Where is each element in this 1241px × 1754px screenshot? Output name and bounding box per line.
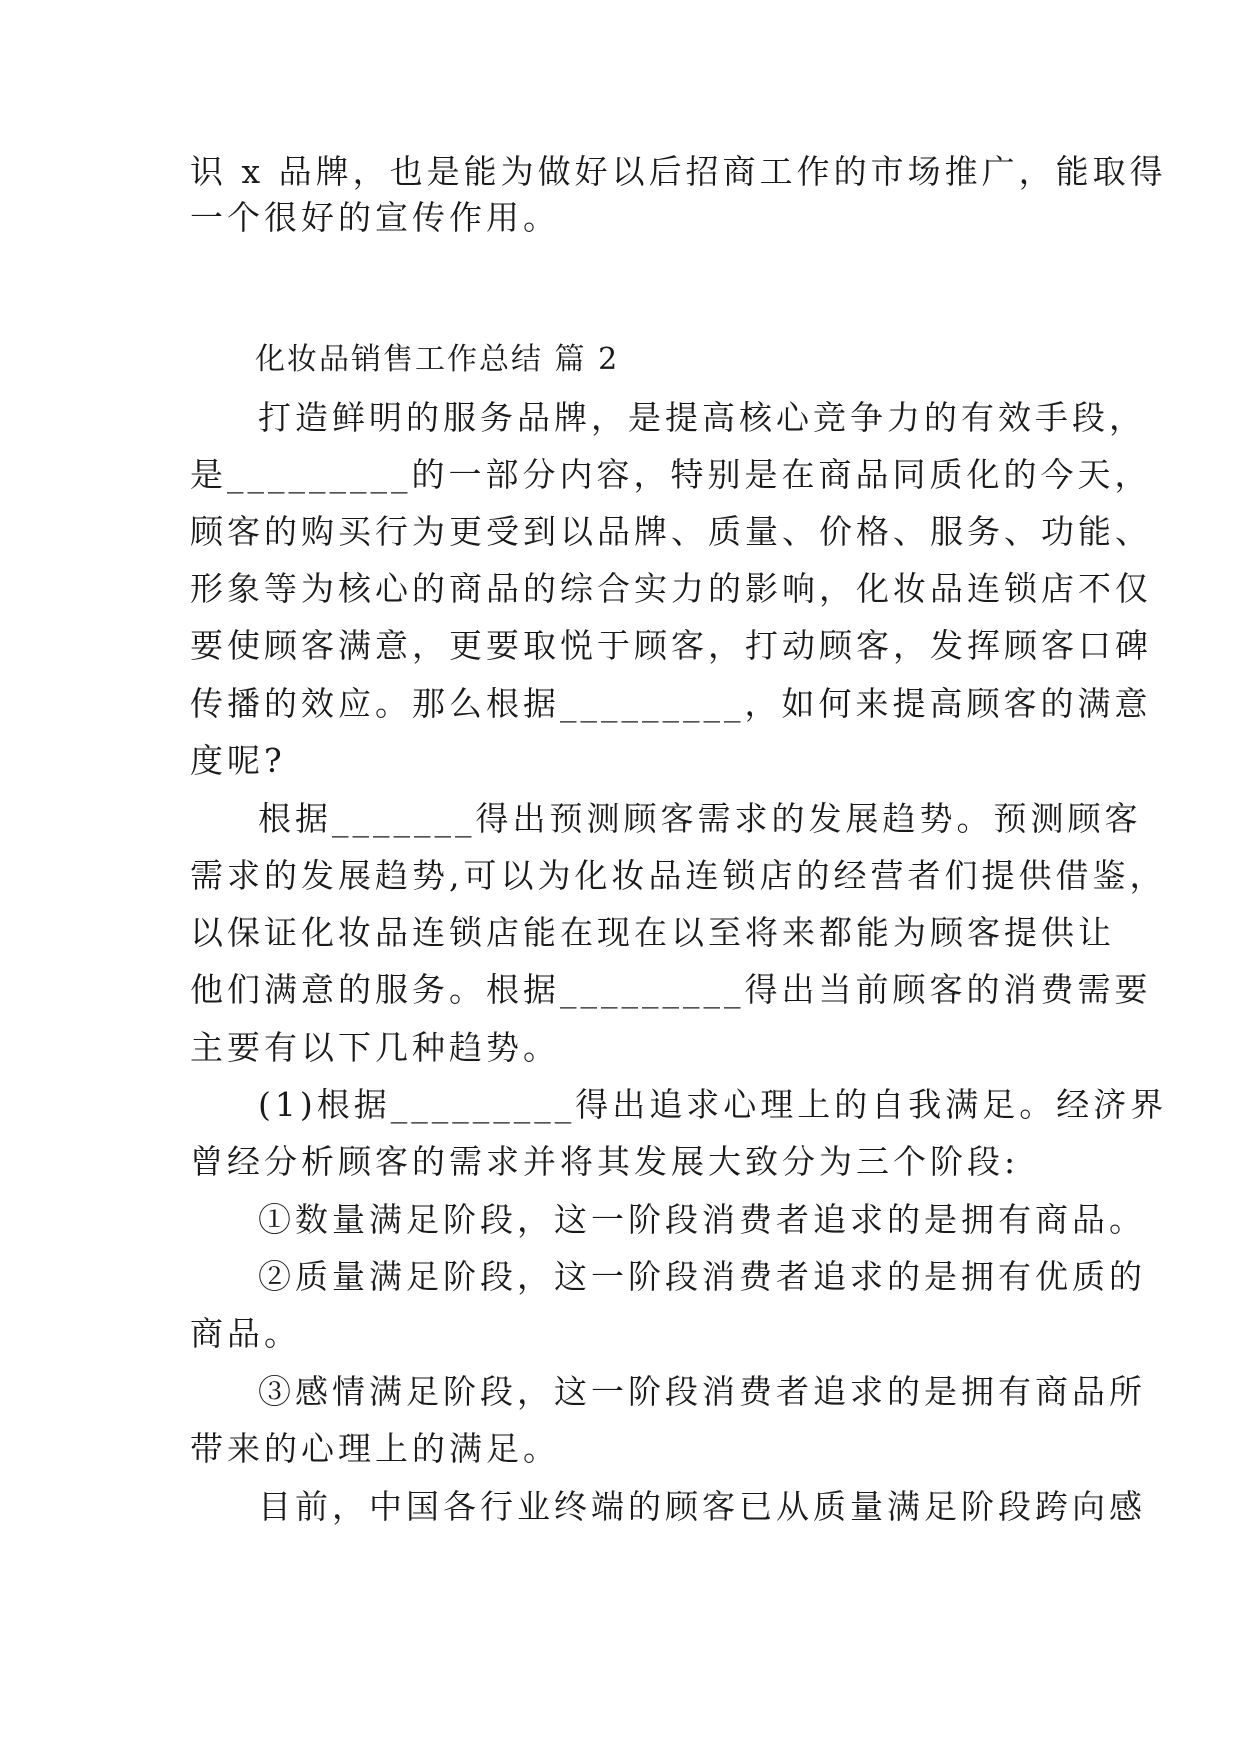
- paragraph-line: 带来的心理上的满足。: [190, 1429, 560, 1468]
- paragraph-line: 是_________的一部分内容，特别是在商品同质化的今天，: [190, 455, 1152, 494]
- paragraph-line: 需求的发展趋势,可以为化妆品连锁店的经营者们提供借鉴，: [190, 856, 1167, 895]
- paragraph-line: 一个很好的宣传作用。: [190, 198, 560, 237]
- paragraph-line: 传播的效应。那么根据_________，如何来提高顾客的满意: [190, 684, 1152, 723]
- section-heading: 化妆品销售工作总结 篇 2: [255, 342, 620, 377]
- list-item: ①数量满足阶段，这一阶段消费者追求的是拥有商品。: [258, 1200, 1146, 1239]
- paragraph-line: 曾经分析顾客的需求并将其发展大致分为三个阶段:: [190, 1142, 1020, 1181]
- paragraph-line: (1)根据_________得出追求心理上的自我满足。经济界: [258, 1085, 1168, 1124]
- paragraph-line: 商品。: [190, 1314, 301, 1353]
- paragraph-line: 度呢?: [190, 741, 286, 780]
- paragraph-line: 以保证化妆品连锁店能在现在以至将来都能为顾客提供让: [190, 913, 1115, 952]
- paragraph-line: 根据_______得出预测顾客需求的发展趋势。预测顾客: [258, 799, 1142, 838]
- paragraph-line: 识 x 品牌，也是能为做好以后招商工作的市场推广，能取得: [190, 152, 1167, 191]
- paragraph-line: 主要有以下几种趋势。: [190, 1028, 560, 1067]
- list-item: ③感情满足阶段，这一阶段消费者追求的是拥有商品所: [258, 1372, 1146, 1411]
- list-item: ②质量满足阶段，这一阶段消费者追求的是拥有优质的: [258, 1257, 1146, 1296]
- paragraph-line: 顾客的购买行为更受到以品牌、质量、价格、服务、功能、: [190, 512, 1152, 551]
- paragraph-line: 打造鲜明的服务品牌，是提高核心竞争力的有效手段，: [258, 398, 1146, 437]
- paragraph-line: 要使顾客满意，更要取悦于顾客，打动顾客，发挥顾客口碑: [190, 626, 1152, 665]
- paragraph-line: 目前，中国各行业终端的顾客已从质量满足阶段跨向感: [258, 1487, 1146, 1526]
- paragraph-line: 形象等为核心的商品的综合实力的影响，化妆品连锁店不仅: [190, 569, 1152, 608]
- paragraph-line: 他们满意的服务。根据_________得出当前顾客的消费需要: [190, 970, 1152, 1009]
